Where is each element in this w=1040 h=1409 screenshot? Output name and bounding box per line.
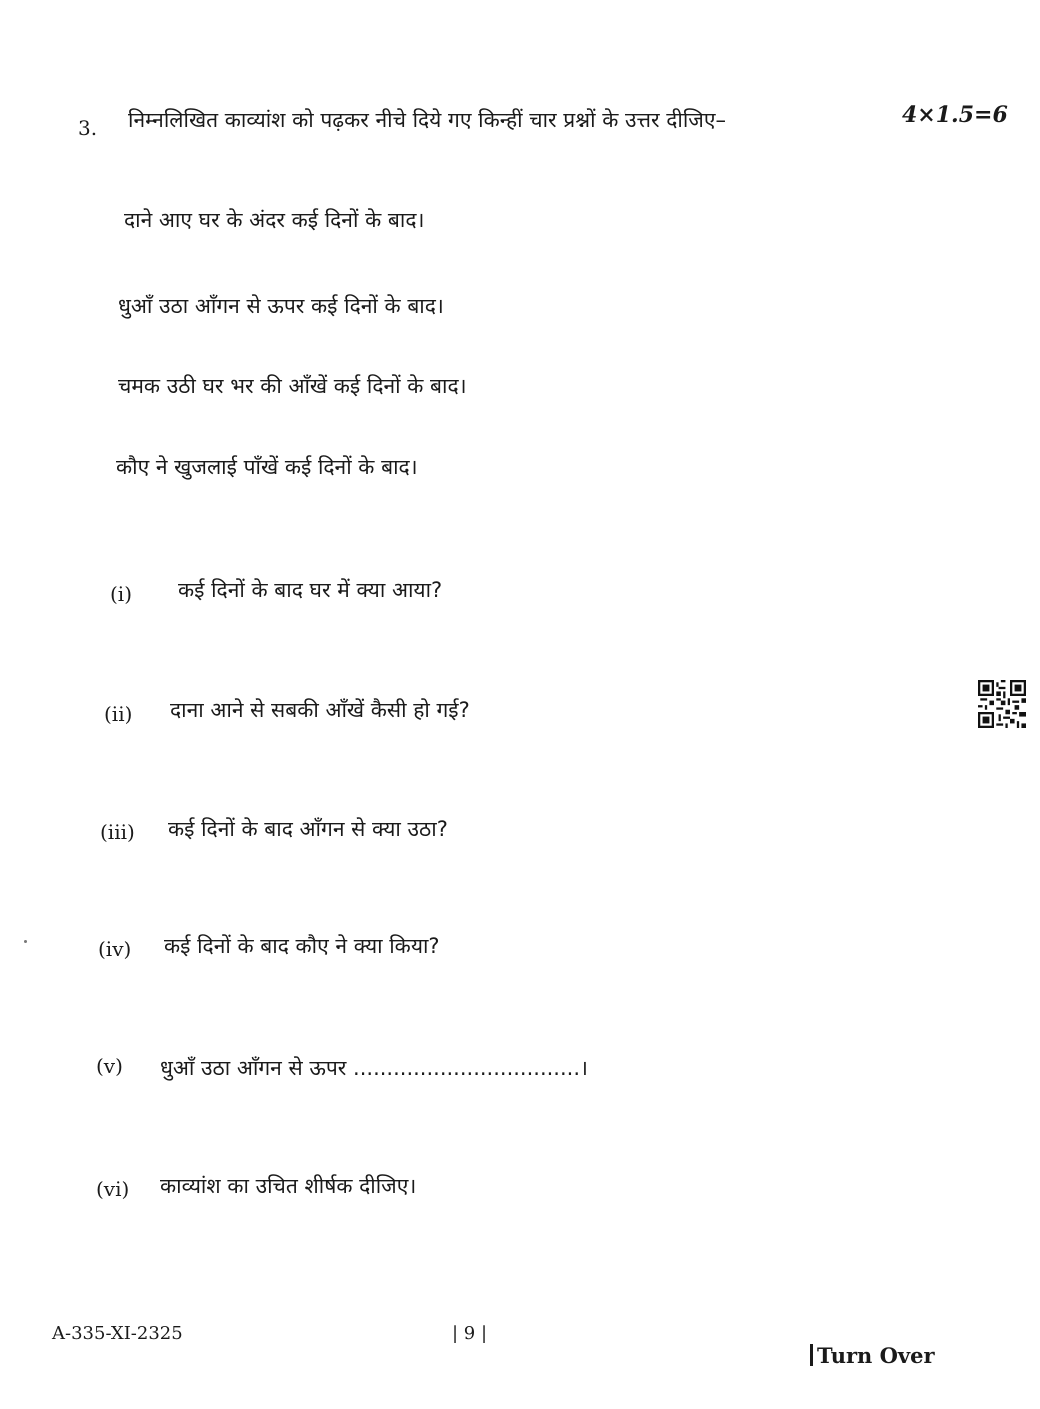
subquestion-text: कई दिनों के बाद आँगन से क्या उठा? bbox=[168, 817, 448, 841]
question-instruction: निम्नलिखित काव्यांश को पढ़कर नीचे दिये गए किन्हीं चार प्रश्नों के उत्तर दीजिए– bbox=[128, 108, 727, 132]
poem-line: धुआँ उठा आँगन से ऊपर कई दिनों के बाद। bbox=[118, 294, 444, 318]
poem-line: चमक उठी घर भर की आँखें कई दिनों के बाद। bbox=[118, 374, 467, 398]
bracket-mark bbox=[810, 1344, 813, 1366]
paper-code: A-335-XI-2325 bbox=[52, 1323, 183, 1344]
subquestion-number: (v) bbox=[96, 1054, 123, 1078]
scan-speck bbox=[24, 940, 27, 943]
subquestion-number: (iv) bbox=[98, 937, 132, 961]
subquestion-number: (ii) bbox=[104, 702, 133, 726]
subquestion-text: काव्यांश का उचित शीर्षक दीजिए। bbox=[160, 1174, 417, 1198]
subquestion-text: कई दिनों के बाद कौए ने क्या किया? bbox=[164, 934, 440, 958]
turn-over-label: Turn Over bbox=[817, 1343, 935, 1368]
poem-line: दाने आए घर के अंदर कई दिनों के बाद। bbox=[124, 208, 425, 232]
subquestion-number: (i) bbox=[110, 582, 133, 606]
poem-line: कौए ने खुजलाई पाँखें कई दिनों के बाद। bbox=[116, 455, 418, 479]
subquestion-text: कई दिनों के बाद घर में क्या आया? bbox=[178, 578, 443, 602]
page-number: | 9 | bbox=[452, 1323, 488, 1344]
question-number: 3. bbox=[78, 116, 98, 140]
question-marks: 4×1.5=6 bbox=[902, 102, 1008, 128]
subquestion-text: दाना आने से सबकी आँखें कैसी हो गई? bbox=[170, 698, 470, 722]
turn-over-note bbox=[810, 1343, 935, 1368]
subquestion-number: (iii) bbox=[100, 820, 135, 844]
subquestion-text: धुआँ उठा आँगन से ऊपर ..................................। bbox=[160, 1056, 588, 1080]
qr-code-icon bbox=[978, 680, 1026, 728]
subquestion-number: (vi) bbox=[96, 1177, 130, 1201]
